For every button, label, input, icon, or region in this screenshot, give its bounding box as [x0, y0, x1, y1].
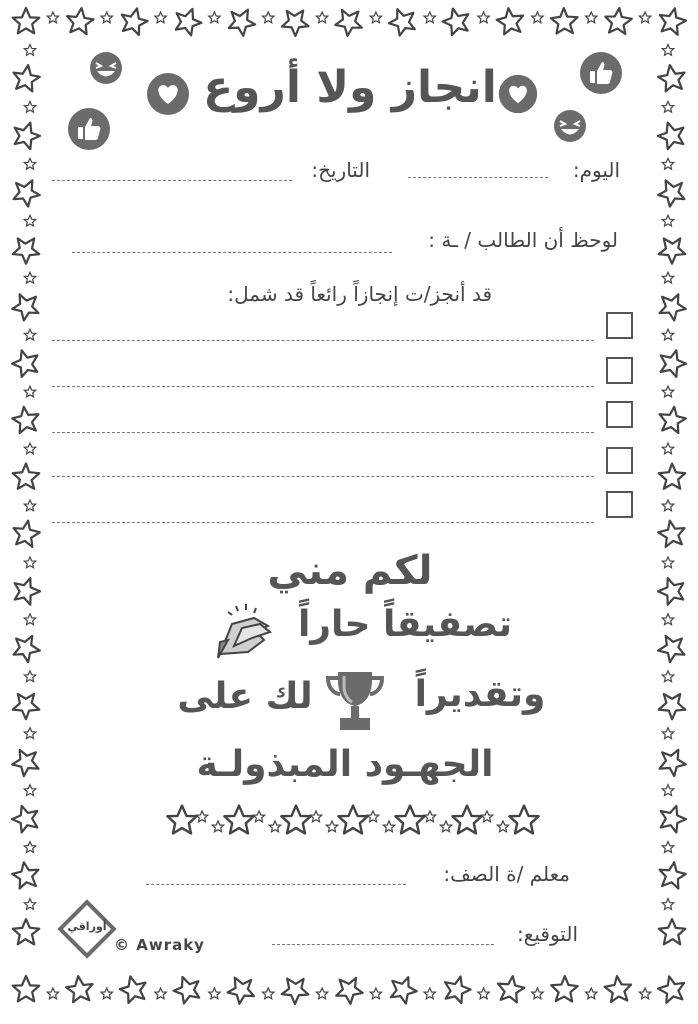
star-icon — [662, 215, 673, 226]
star-icon — [9, 174, 44, 209]
star-icon — [209, 12, 220, 23]
star-icon — [662, 101, 673, 112]
achievement-checkbox[interactable] — [606, 312, 633, 339]
star-icon — [65, 974, 94, 1002]
star-icon — [24, 215, 35, 226]
thumbs-up-icon — [578, 50, 624, 96]
laughing-emoji-icon — [88, 50, 124, 86]
star-icon — [9, 345, 45, 381]
star-icon — [639, 12, 650, 23]
star-icon — [24, 386, 35, 397]
star-icon — [24, 785, 35, 796]
star-icon — [653, 859, 690, 896]
star-icon — [586, 12, 597, 23]
star-icon — [253, 811, 264, 822]
achievement-line[interactable] — [52, 432, 594, 433]
achievement-line[interactable] — [52, 386, 594, 387]
achievement-line[interactable] — [52, 522, 594, 523]
star-icon — [655, 689, 687, 722]
star-icon — [440, 3, 476, 39]
star-icon — [532, 12, 543, 23]
star-icon — [662, 44, 673, 55]
star-icon — [367, 811, 378, 822]
star-icon — [24, 158, 35, 169]
star-icon — [653, 287, 690, 324]
star-icon — [171, 4, 205, 37]
star-icon — [657, 63, 687, 92]
star-icon — [9, 231, 45, 267]
star-icon — [384, 971, 421, 1008]
star-icon — [24, 500, 35, 511]
star-icon — [653, 402, 688, 437]
star-icon — [383, 821, 394, 832]
achievement-line[interactable] — [52, 476, 594, 477]
star-icon — [101, 12, 112, 23]
star-icon — [170, 972, 204, 1005]
star-icon — [167, 806, 196, 834]
star-icon — [662, 671, 673, 682]
laughing-emoji-icon — [552, 108, 588, 144]
star-icon — [196, 811, 207, 822]
signature-label: التوقيع: — [517, 922, 578, 946]
star-icon — [224, 3, 259, 38]
star-icon — [659, 7, 687, 36]
star-icon — [10, 745, 45, 780]
star-icon — [13, 519, 42, 549]
star-icon — [653, 802, 689, 838]
star-icon — [332, 3, 369, 40]
star-icon — [547, 973, 580, 1007]
star-icon — [657, 975, 685, 1004]
star-icon — [395, 806, 424, 834]
star-icon — [9, 802, 45, 838]
star-icon — [11, 461, 43, 494]
date-field[interactable] — [52, 180, 292, 181]
star-icon — [281, 806, 310, 834]
star-icon — [316, 12, 327, 23]
star-icon — [263, 988, 274, 999]
star-icon — [549, 5, 582, 39]
student-label: لوحظ أن الطالب / ـة : — [428, 228, 618, 252]
signature-field[interactable] — [272, 944, 494, 945]
star-icon — [424, 12, 435, 23]
star-icon — [47, 12, 58, 23]
star-icon — [653, 916, 689, 952]
star-icon — [24, 899, 35, 910]
star-icon — [269, 821, 280, 832]
star-icon — [310, 811, 321, 822]
achievement-checkbox[interactable] — [606, 401, 633, 428]
heart-icon — [497, 73, 539, 115]
star-icon — [602, 974, 633, 1006]
star-icon — [155, 988, 166, 999]
star-icon — [662, 443, 673, 454]
star-icon — [478, 988, 489, 999]
star-icon — [278, 3, 314, 39]
star-icon — [653, 345, 689, 381]
star-divider — [158, 800, 548, 842]
star-icon — [662, 557, 673, 568]
star-icon — [604, 6, 635, 38]
achievement-line[interactable] — [52, 340, 594, 341]
star-icon — [492, 972, 527, 1007]
star-icon — [24, 614, 35, 625]
heart-icon — [145, 71, 191, 117]
star-icon — [452, 806, 481, 834]
star-icon — [586, 988, 597, 999]
star-icon — [509, 806, 538, 834]
achievement-checkbox[interactable] — [606, 447, 633, 474]
star-icon — [662, 500, 673, 511]
star-icon — [263, 12, 274, 23]
star-icon — [653, 745, 688, 780]
star-icon — [209, 988, 220, 999]
star-icon — [654, 174, 689, 209]
star-icon — [386, 3, 423, 40]
star-icon — [653, 231, 689, 267]
star-icon — [662, 899, 673, 910]
star-icon — [330, 971, 367, 1008]
star-icon — [662, 614, 673, 625]
star-icon — [24, 44, 35, 55]
star-icon — [494, 4, 529, 39]
star-icon — [24, 557, 35, 568]
star-icon — [9, 287, 46, 324]
star-icon — [478, 12, 489, 23]
teacher-label: معلم /ة الصف: — [443, 862, 570, 886]
star-icon — [101, 988, 112, 999]
star-icon — [338, 806, 367, 834]
star-icon — [655, 461, 687, 494]
star-icon — [117, 973, 149, 1004]
star-icon — [662, 728, 673, 739]
star-icon — [15, 578, 40, 605]
message-line-4: الجهـود المبذولـة — [196, 744, 494, 785]
day-field[interactable] — [408, 177, 548, 178]
star-icon — [481, 811, 492, 822]
achievement-checkbox[interactable] — [606, 491, 633, 518]
star-icon — [223, 971, 258, 1006]
message-line-3a: وتقديراً — [414, 674, 546, 715]
star-icon — [639, 988, 650, 999]
star-icon — [440, 821, 451, 832]
message-line-3b: لك على — [177, 676, 313, 717]
star-icon — [212, 821, 223, 832]
star-icon — [10, 118, 43, 150]
star-icon — [47, 988, 58, 999]
message-line-2: تصفيقاً حاراً — [297, 604, 513, 645]
star-icon — [662, 158, 673, 169]
star-icon — [658, 578, 683, 605]
star-icon — [532, 988, 543, 999]
star-icon — [9, 916, 45, 952]
star-icon — [662, 842, 673, 853]
date-label: التاريخ: — [311, 158, 370, 182]
star-icon — [11, 689, 43, 722]
logo-text: أوراقي — [67, 920, 107, 933]
star-icon — [656, 633, 685, 663]
star-icon — [24, 101, 35, 112]
star-icon — [370, 988, 381, 999]
star-icon — [155, 12, 166, 23]
star-icon — [24, 842, 35, 853]
teacher-field[interactable] — [146, 884, 406, 885]
star-icon — [438, 971, 474, 1007]
star-icon — [10, 402, 45, 437]
trophy-icon — [322, 666, 388, 736]
star-icon — [316, 988, 327, 999]
star-icon — [662, 785, 673, 796]
clapping-hands-icon — [212, 602, 274, 660]
star-icon — [13, 8, 40, 33]
star-icon — [276, 971, 312, 1007]
star-icon — [13, 976, 40, 1001]
star-icon — [662, 272, 673, 283]
star-icon — [13, 633, 42, 663]
star-icon — [424, 988, 435, 999]
student-field[interactable] — [72, 252, 392, 253]
star-icon — [662, 329, 673, 340]
star-icon — [9, 859, 46, 896]
star-icon — [24, 272, 35, 283]
star-icon — [656, 519, 685, 549]
day-label: اليوم: — [572, 158, 620, 182]
star-icon — [662, 386, 673, 397]
message-line-1: لكم مني — [267, 548, 433, 594]
star-icon — [24, 671, 35, 682]
star-icon — [370, 12, 381, 23]
star-icon — [118, 5, 150, 36]
star-icon — [11, 63, 41, 92]
page-title: انجاز ولا أروع — [203, 62, 497, 113]
star-icon — [65, 6, 94, 34]
brand-text: © Awraky — [114, 936, 205, 954]
star-icon — [224, 806, 253, 834]
star-icon — [497, 821, 508, 832]
achievement-label: قد أنجز/ت إنجازاً رائعاً قد شمل: — [227, 282, 492, 306]
star-icon — [326, 821, 337, 832]
star-icon — [24, 443, 35, 454]
thumbs-up-icon — [66, 106, 112, 152]
star-icon — [24, 329, 35, 340]
star-icon — [424, 811, 435, 822]
star-icon — [655, 118, 688, 150]
achievement-checkbox[interactable] — [606, 357, 633, 384]
star-icon — [24, 728, 35, 739]
